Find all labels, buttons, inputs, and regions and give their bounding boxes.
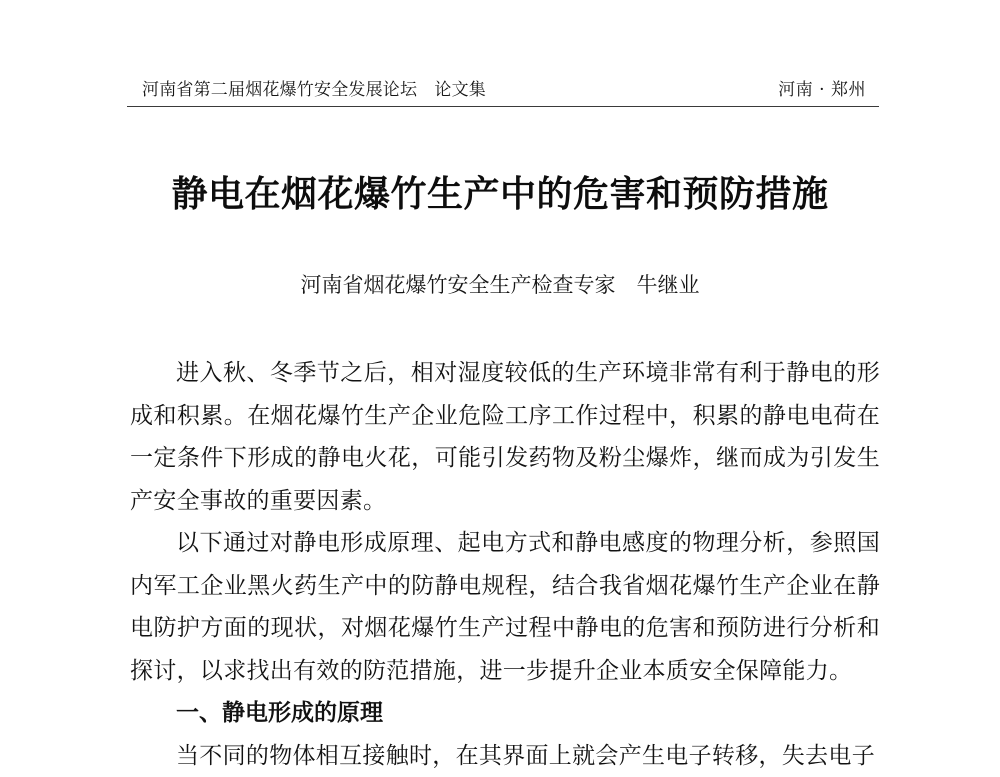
header-publication-title: 河南省第二届烟花爆竹安全发展论坛 论文集 [142,76,486,104]
header-divider [127,106,879,107]
paragraph-scope: 以下通过对静电形成原理、起电方式和静电感度的物理分析，参照国内军工企业黑火药生产中的防静电规程，结合我省烟花爆竹生产企业在静电防护方面的现状，对烟花爆竹生产过程中静电的危害和预防进行分析和探讨，以求找出有效的防范措施，进一步提升企业本质安全保障能力。 [130,522,880,692]
article-body [130,352,880,777]
paragraph-section-1-start: 当不同的物体相互接触时，在其界面上就会产生电子转移，失去电子 [130,735,880,777]
paragraph-intro: 进入秋、冬季节之后，相对湿度较低的生产环境非常有利于静电的形成和积累。在烟花爆竹生产企业危险工序工作过程中，积累的静电电荷在一定条件下形成的静电火花，可能引发药物及粉尘爆炸，继而成为引发生产安全事故的重要因素。 [130,352,880,522]
section-heading: 一、静电形成的原理 [130,692,880,735]
author-affiliation: 河南省烟花爆竹安全生产检查专家 牛继业 [0,268,1000,302]
article-title: 静电在烟花爆竹生产中的危害和预防措施 [0,168,1000,220]
running-header [130,76,878,104]
header-location: 河南 · 郑州 [778,76,866,104]
